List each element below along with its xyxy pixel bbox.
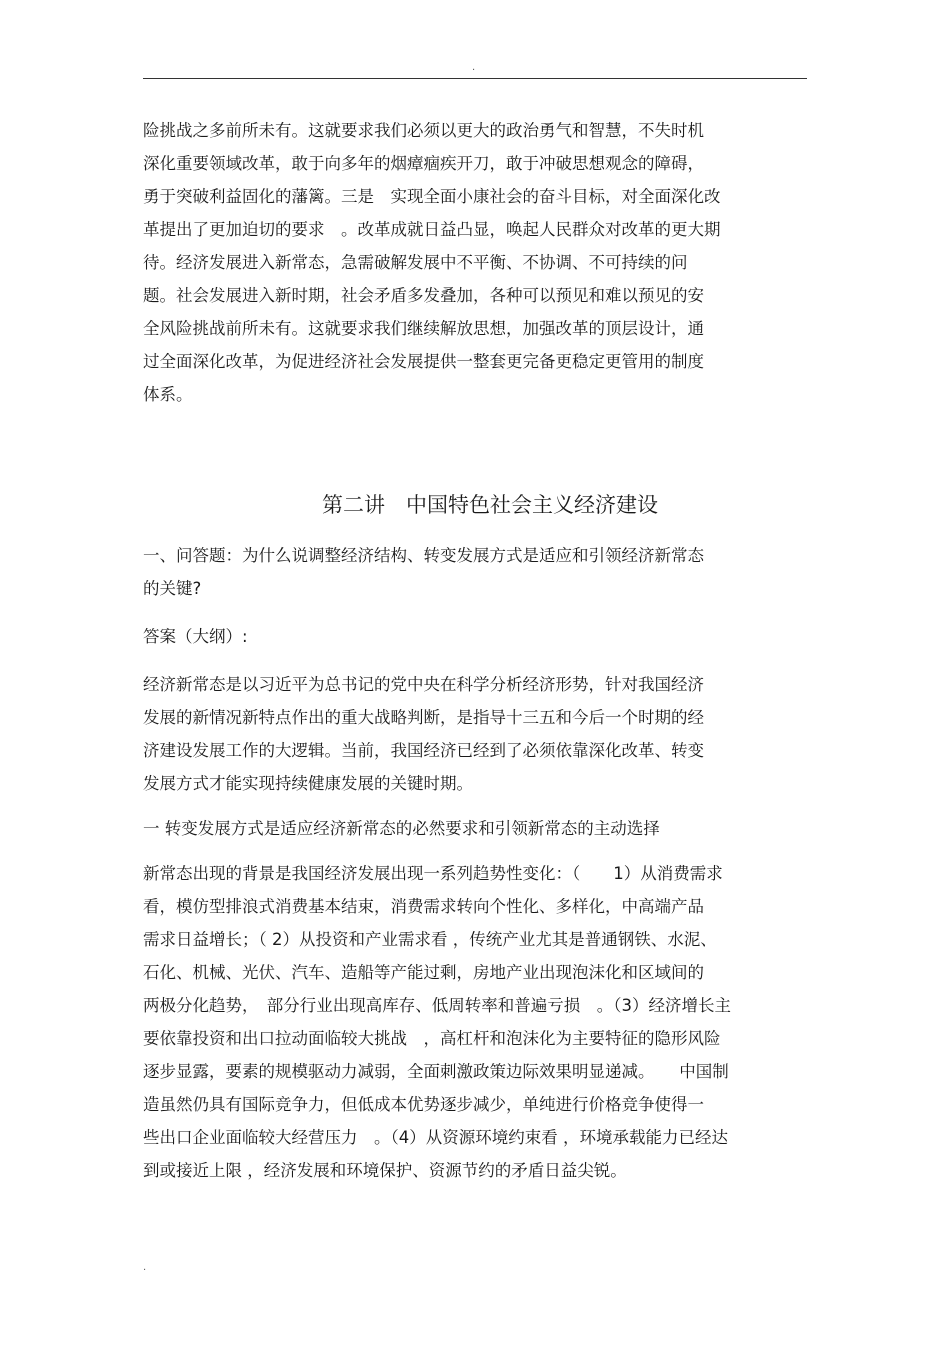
text-line: 些出口企业面临较大经营压力 。（4）从资源环境约束看 ，环境承载能力已经达 xyxy=(143,1128,728,1147)
text-line: 需求日益增长；（ 2）从投资和产业需求看 ，传统产业尤其是普通钢铁、水泥、 xyxy=(143,930,717,949)
text-line: 深化重要领域改革，敢于向多年的烟瘴痼疾开刀，敢于冲破思想观念的障碍， xyxy=(143,154,704,173)
text-line: 体系。 xyxy=(143,385,193,404)
text-line: 险挑战之多前所未有。这就要求我们必须以更大的政治勇气和智慧，不失时机 xyxy=(143,121,704,140)
text-line: 一、问答题：为什么说调整经济结构、转变发展方式是适应和引领经济新常态 xyxy=(143,546,704,565)
answer-label: 答案（大纲）: xyxy=(143,627,248,646)
text-line: 的关键? xyxy=(143,579,202,598)
text-line: 发展的新情况新特点作出的重大战略判断，是指导十三五和今后一个时期的经 xyxy=(143,708,704,727)
paragraph-1 xyxy=(143,114,807,411)
text-line: 济建设发展工作的大逻辑。当前，我国经济已经到了必须依靠深化改革、转变 xyxy=(143,741,704,760)
text-line: 石化、机械、光伏、汽车、造船等产能过剩，房地产业出现泡沫化和区域间的 xyxy=(143,963,704,982)
text-line: 题。社会发展进入新时期，社会矛盾多发叠加，各种可以预见和难以预见的安 xyxy=(143,286,704,305)
text-line: 全风险挑战前所未有。这就要求我们继续解放思想，加强改革的顶层设计，通 xyxy=(143,319,704,338)
text-line: 经济新常态是以习近平为总书记的党中央在科学分析经济形势，针对我国经济 xyxy=(143,675,704,694)
subheading: 一 转变发展方式是适应经济新常态的必然要求和引领新常态的主动选择 xyxy=(143,819,660,838)
text-line: 勇于突破利益固化的藩篱。三是 实现全面小康社会的奋斗目标，对全面深化改 xyxy=(143,187,721,206)
text-line: 要依靠投资和出口拉动面临较大挑战 ，高杠杆和泡沫化为主要特征的隐形风险 xyxy=(143,1029,721,1048)
text-line: 待。经济发展进入新常态，急需破解发展中不平衡、不协调、不可持续的问 xyxy=(143,253,688,272)
text-line: 到或接近上限 ，经济发展和环境保护、资源节约的矛盾日益尖锐。 xyxy=(143,1161,627,1180)
page-content xyxy=(143,114,807,1187)
text-line: 新常态出现的背景是我国经济发展出现一系列趋势性变化：（ 1）从消费需求 xyxy=(143,864,723,883)
paragraph-2 xyxy=(143,668,807,800)
section-title: 第二讲 中国特色社会主义经济建设 xyxy=(322,493,658,517)
text-line: 发展方式才能实现持续健康发展的关键时期。 xyxy=(143,774,473,793)
footer-mark: . xyxy=(143,1262,147,1273)
text-line: 过全面深化改革，为促进经济社会发展提供一整套更完备更稳定更管用的制度 xyxy=(143,352,704,371)
question xyxy=(143,539,807,605)
text-line: 逐步显露，要素的规模驱动力减弱，全面刺激政策边际效果明显递减。 中国制 xyxy=(143,1062,729,1081)
text-line: 革提出了更加迫切的要求 。改革成就日益凸显，唤起人民群众对改革的更大期 xyxy=(143,220,721,239)
header-mark: . xyxy=(472,62,476,73)
text-line: 造虽然仍具有国际竞争力，但低成本优势逐步减少，单纯进行价格竞争使得一 xyxy=(143,1095,704,1114)
text-line: 两极分化趋势， 部分行业出现高库存、低周转率和普遍亏损 。（3）经济增长主 xyxy=(143,996,731,1015)
header-rule xyxy=(143,78,807,79)
paragraph-3 xyxy=(143,857,807,1187)
text-line: 看，模仿型排浪式消费基本结束，消费需求转向个性化、多样化，中高端产品 xyxy=(143,897,704,916)
